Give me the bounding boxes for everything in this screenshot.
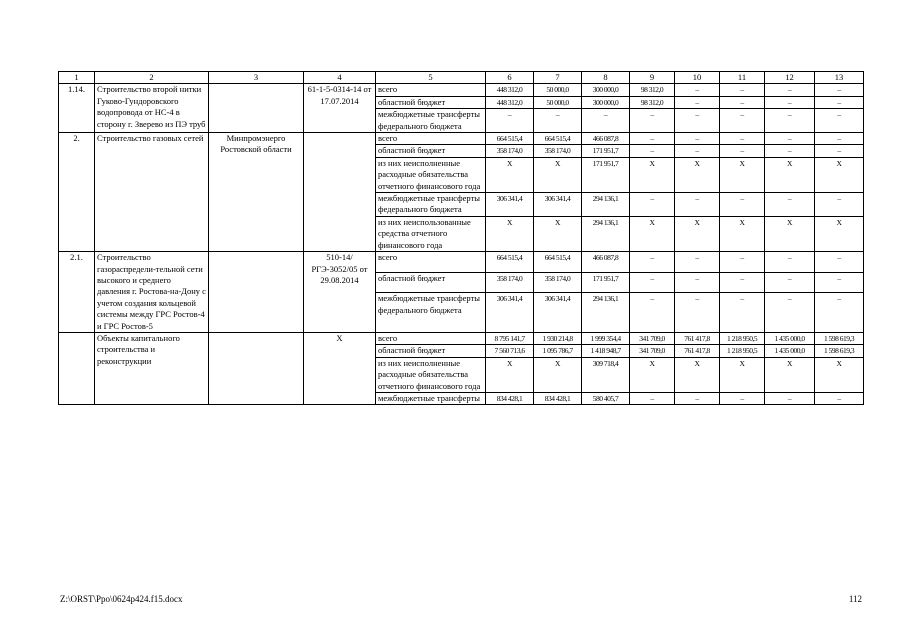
amount-cell: – [815, 392, 864, 404]
amount-cell: 761 417,8 [675, 332, 720, 344]
amount-cell: 7 560 713,6 [486, 345, 534, 357]
column-number: 12 [765, 72, 815, 84]
column-number: 3 [209, 72, 304, 84]
funding-source: из них неиспользованные средства отчетного финансового года [376, 216, 486, 251]
amount-cell: 309 718,4 [582, 357, 630, 392]
column-number: 13 [815, 72, 864, 84]
amount-cell: Х [534, 157, 582, 192]
amount-cell: 341 709,0 [630, 332, 675, 344]
funding-source: областной бюджет [376, 345, 486, 357]
amount-cell: Х [675, 157, 720, 192]
funding-source: межбюджетные трансферты федерального бюджета [376, 109, 486, 133]
amount-cell: Х [486, 216, 534, 251]
amount-cell: – [720, 272, 765, 293]
column-number: 5 [376, 72, 486, 84]
amount-cell: 1 930 214,8 [534, 332, 582, 344]
amount-cell: – [765, 96, 815, 108]
amount-cell: Х [486, 157, 534, 192]
document-ref: 61-1-5-0314-14 от 17.07.2014 [304, 84, 376, 133]
column-number: 4 [304, 72, 376, 84]
amount-cell: 300 000,0 [582, 84, 630, 96]
amount-cell: 664 515,4 [534, 252, 582, 273]
amount-cell: – [815, 96, 864, 108]
executor [209, 332, 304, 404]
amount-cell: – [720, 145, 765, 157]
amount-cell: Х [630, 216, 675, 251]
funding-source: всего [376, 133, 486, 145]
amount-cell: – [720, 109, 765, 133]
amount-cell: Х [815, 357, 864, 392]
amount-cell: 306 341,4 [486, 193, 534, 217]
amount-cell: – [675, 392, 720, 404]
amount-cell: – [675, 145, 720, 157]
amount-cell: – [765, 293, 815, 333]
amount-cell: – [675, 272, 720, 293]
amount-cell: 761 417,8 [675, 345, 720, 357]
document-ref: Х [304, 332, 376, 404]
amount-cell: Х [534, 357, 582, 392]
item-number: 2.1. [59, 252, 95, 333]
amount-cell: – [630, 145, 675, 157]
amount-cell: 341 709,0 [630, 345, 675, 357]
amount-cell: 664 515,4 [534, 133, 582, 145]
amount-cell: 466 087,8 [582, 133, 630, 145]
amount-cell: – [815, 109, 864, 133]
amount-cell: 306 341,4 [486, 293, 534, 333]
amount-cell: – [765, 272, 815, 293]
amount-cell: 1 598 619,3 [815, 345, 864, 357]
amount-cell: – [720, 392, 765, 404]
column-number: 2 [95, 72, 209, 84]
executor [209, 252, 304, 333]
amount-cell: 1 598 619,3 [815, 332, 864, 344]
amount-cell: – [815, 252, 864, 273]
budget-table [58, 71, 864, 405]
amount-cell: 294 136,1 [582, 216, 630, 251]
funding-source: межбюджетные трансферты федерального бюджета [376, 293, 486, 333]
amount-cell: – [486, 109, 534, 133]
funding-source: из них неисполненные расходные обязательства отчетного финансового года [376, 357, 486, 392]
amount-cell: – [765, 84, 815, 96]
amount-cell: 98 312,0 [630, 96, 675, 108]
amount-cell: 171 951,7 [582, 157, 630, 192]
table-row [59, 84, 864, 96]
amount-cell: 1 095 786,7 [534, 345, 582, 357]
amount-cell: 448 312,0 [486, 84, 534, 96]
amount-cell: 466 087,8 [582, 252, 630, 273]
funding-source: областной бюджет [376, 145, 486, 157]
item-number [59, 332, 95, 404]
amount-cell: – [765, 145, 815, 157]
funding-source: областной бюджет [376, 272, 486, 293]
amount-cell: – [675, 133, 720, 145]
table-row [59, 252, 864, 273]
amount-cell: – [675, 96, 720, 108]
amount-cell: – [720, 193, 765, 217]
amount-cell: – [720, 293, 765, 333]
amount-cell: Х [675, 216, 720, 251]
object-name: Строительство газовых сетей [95, 133, 209, 252]
amount-cell: – [815, 272, 864, 293]
item-number: 2. [59, 133, 95, 252]
amount-cell: 358 174,0 [534, 272, 582, 293]
amount-cell: – [630, 293, 675, 333]
amount-cell: – [630, 392, 675, 404]
column-number: 6 [486, 72, 534, 84]
amount-cell: 580 405,7 [582, 392, 630, 404]
amount-cell: Х [720, 216, 765, 251]
amount-cell: 664 515,4 [486, 252, 534, 273]
amount-cell: 358 174,0 [486, 145, 534, 157]
document-ref: 510-14/РГЭ-3052/05 от 29.08.2014 [304, 252, 376, 333]
amount-cell: Х [815, 216, 864, 251]
amount-cell: – [675, 252, 720, 273]
amount-cell: Х [675, 357, 720, 392]
amount-cell: – [630, 272, 675, 293]
amount-cell: 358 174,0 [534, 145, 582, 157]
amount-cell: Х [765, 216, 815, 251]
column-number: 1 [59, 72, 95, 84]
amount-cell: – [675, 84, 720, 96]
amount-cell: – [630, 252, 675, 273]
amount-cell: 294 136,1 [582, 193, 630, 217]
amount-cell: Х [720, 157, 765, 192]
amount-cell: 834 428,1 [534, 392, 582, 404]
amount-cell: – [675, 293, 720, 333]
funding-source: областной бюджет [376, 96, 486, 108]
amount-cell: – [815, 145, 864, 157]
amount-cell: Х [720, 357, 765, 392]
column-number: 7 [534, 72, 582, 84]
amount-cell: 300 000,0 [582, 96, 630, 108]
table-row [59, 332, 864, 344]
amount-cell: – [630, 109, 675, 133]
amount-cell: Х [486, 357, 534, 392]
amount-cell: 834 428,1 [486, 392, 534, 404]
header-row [59, 72, 864, 84]
amount-cell: – [765, 109, 815, 133]
amount-cell: 98 312,0 [630, 84, 675, 96]
object-name: Строительство газораспредели-тельной сети высокого и среднего давления г. Ростова-на-Дону с учетом создания кольцевой системы между ГРС Ростов-4 и ГРС Ростов-5 [95, 252, 209, 333]
amount-cell: 1 999 354,4 [582, 332, 630, 344]
amount-cell: Х [815, 157, 864, 192]
footer-file-path: Z:\ORST\Ppo\0624p424.f15.docx [60, 594, 183, 604]
amount-cell: 306 341,4 [534, 293, 582, 333]
amount-cell: Х [630, 357, 675, 392]
column-number: 8 [582, 72, 630, 84]
funding-source: из них неисполненные расходные обязательства отчетного финансового года [376, 157, 486, 192]
amount-cell: – [720, 84, 765, 96]
executor [209, 84, 304, 133]
amount-cell: 306 341,4 [534, 193, 582, 217]
funding-source: межбюджетные трансферты федерального бюджета [376, 193, 486, 217]
amount-cell: – [765, 252, 815, 273]
amount-cell: 171 951,7 [582, 272, 630, 293]
amount-cell: 294 136,1 [582, 293, 630, 333]
amount-cell: – [765, 133, 815, 145]
amount-cell: – [765, 392, 815, 404]
amount-cell: 50 000,0 [534, 84, 582, 96]
item-number: 1.14. [59, 84, 95, 133]
amount-cell: Х [765, 357, 815, 392]
executor: Минпромэнерго Ростовской области [209, 133, 304, 252]
amount-cell: 1 435 000,0 [765, 345, 815, 357]
object-name: Объекты капитального строительства и реконструкции [95, 332, 209, 404]
funding-source: межбюджетные трансферты [376, 392, 486, 404]
amount-cell: 1 435 000,0 [765, 332, 815, 344]
column-number: 9 [630, 72, 675, 84]
amount-cell: 358 174,0 [486, 272, 534, 293]
amount-cell: – [815, 84, 864, 96]
amount-cell: – [675, 109, 720, 133]
amount-cell: – [630, 193, 675, 217]
amount-cell: – [675, 193, 720, 217]
amount-cell: 1 418 948,7 [582, 345, 630, 357]
amount-cell: – [815, 293, 864, 333]
amount-cell: – [815, 193, 864, 217]
amount-cell: 1 218 950,5 [720, 332, 765, 344]
amount-cell: 1 218 950,5 [720, 345, 765, 357]
amount-cell: – [534, 109, 582, 133]
amount-cell: – [815, 133, 864, 145]
amount-cell: – [720, 96, 765, 108]
amount-cell: 8 795 141,7 [486, 332, 534, 344]
amount-cell: Х [765, 157, 815, 192]
amount-cell: – [720, 252, 765, 273]
funding-source: всего [376, 332, 486, 344]
amount-cell: – [582, 109, 630, 133]
funding-source: всего [376, 252, 486, 273]
amount-cell: 448 312,0 [486, 96, 534, 108]
amount-cell: 664 515,4 [486, 133, 534, 145]
column-number: 11 [720, 72, 765, 84]
amount-cell: 50 000,0 [534, 96, 582, 108]
table-row [59, 133, 864, 145]
object-name: Строительство второй нитки Гуково-Гундоровского водопровода от НС-4 в сторону г. Зверево из ПЭ труб [95, 84, 209, 133]
amount-cell: 171 951,7 [582, 145, 630, 157]
page-number: 112 [848, 594, 862, 604]
amount-cell: Х [534, 216, 582, 251]
amount-cell: – [630, 133, 675, 145]
document-ref [304, 133, 376, 252]
amount-cell: – [765, 193, 815, 217]
amount-cell: Х [630, 157, 675, 192]
funding-source: всего [376, 84, 486, 96]
column-number: 10 [675, 72, 720, 84]
amount-cell: – [720, 133, 765, 145]
